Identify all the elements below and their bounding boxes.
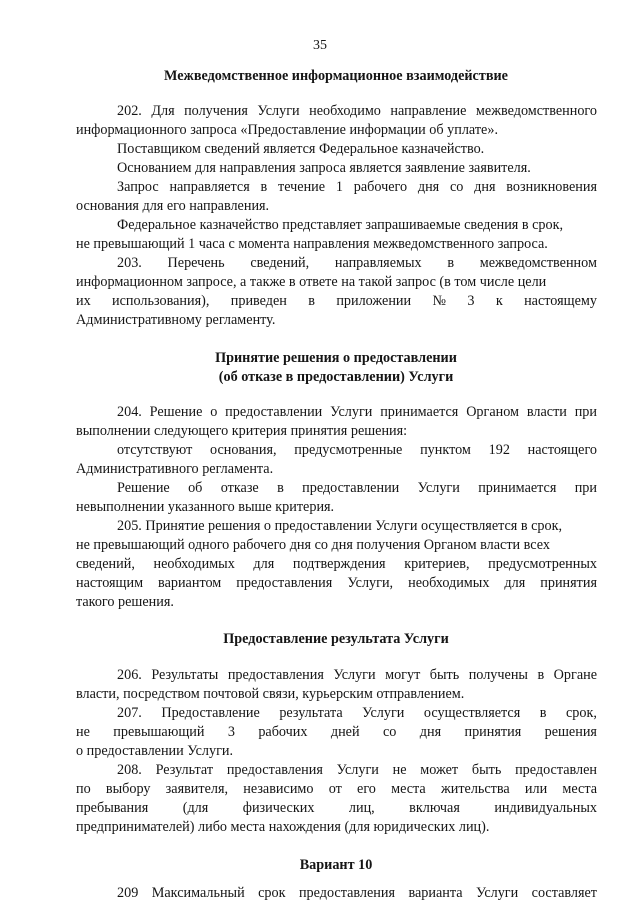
text-line-justified: пребывания (для физических лиц, включая индивидуальных bbox=[76, 800, 597, 816]
section-heading-decision-sub: (об отказе в предоставлении) Услуги bbox=[218, 369, 454, 385]
text-line: 209 Максимальный срок предоставления варианта Услуги составляет bbox=[117, 885, 597, 901]
text-line: власти, посредством почтовой связи, курьерским отправлением. bbox=[76, 686, 465, 702]
text-line: настоящим вариантом предоставления Услуги, необходимых для принятия bbox=[76, 575, 597, 591]
text-line-justified: 203. Перечень сведений, направляемых в межведомственном bbox=[117, 255, 597, 271]
text-line-justified: Решение об отказе в предоставлении Услуги принимается при bbox=[117, 480, 597, 496]
section-heading-decision: Принятие решения о предоставлении bbox=[215, 350, 457, 366]
text-line: Административного регламента. bbox=[76, 461, 274, 477]
text-line: такого решения. bbox=[76, 594, 174, 610]
text-line: Административному регламенту. bbox=[76, 312, 276, 328]
text-line: не превышающий одного рабочего дня со дня получения Органом власти всех bbox=[76, 537, 550, 553]
text-line: предпринимателей) либо места нахождения (для юридических лиц). bbox=[76, 819, 490, 835]
text-line: 205. Принятие решения о предоставлении Услуги осуществляется в срок, bbox=[117, 518, 563, 534]
section-heading-result: Предоставление результата Услуги bbox=[223, 631, 449, 647]
text-line: не превышающий 1 часа с момента направления межведомственного запроса. bbox=[76, 236, 548, 252]
text-line: о предоставлении Услуги. bbox=[76, 743, 234, 759]
text-line: основания для его направления. bbox=[76, 198, 270, 214]
text-line-justified: не превышающий 3 рабочих дней со дня принятия решения bbox=[76, 724, 597, 740]
text-line: 206. Результаты предоставления Услуги могут быть получены в Органе bbox=[117, 667, 597, 683]
section-heading-variant: Вариант 10 bbox=[299, 857, 373, 873]
text-line: невыполнении указанного выше критерия. bbox=[76, 499, 335, 515]
text-line: информационном запросе, а также в ответе на такой запрос (в том числе цели bbox=[76, 274, 547, 290]
text-line: 202. Для получения Услуги необходимо направление межведомственного bbox=[117, 103, 597, 119]
text-line: Федеральное казначейство представляет запрашиваемые сведения в срок, bbox=[117, 217, 564, 233]
text-line: сведений, необходимых для подтверждения критериев, предусмотренных bbox=[76, 556, 597, 572]
text-line-justified: их использования), приведен в приложении № 3 к настоящему bbox=[76, 293, 597, 309]
text-line: по выбору заявителя, независимо от его места жительства или места bbox=[76, 781, 597, 797]
text-line: выполнении следующего критерия принятия решения: bbox=[76, 423, 408, 439]
text-line-justified: 207. Предоставление результата Услуги осуществляется в срок, bbox=[117, 705, 597, 721]
text-line: информационного запроса «Предоставление информации об уплате». bbox=[76, 122, 498, 138]
text-line: 208. Результат предоставления Услуги не может быть предоставлен bbox=[117, 762, 597, 778]
text-line: Запрос направляется в течение 1 рабочего дня со дня возникновения bbox=[117, 179, 597, 195]
section-heading-interagency: Межведомственное информационное взаимодействие bbox=[164, 68, 508, 84]
text-line: Основанием для направления запроса является заявление заявителя. bbox=[117, 160, 531, 176]
text-line: 204. Решение о предоставлении Услуги принимается Органом власти при bbox=[117, 404, 597, 420]
text-line: Поставщиком сведений является Федеральное казначейство. bbox=[117, 141, 485, 157]
text-line: отсутствуют основания, предусмотренные пунктом 192 настоящего bbox=[117, 442, 597, 458]
page-number: 35 bbox=[313, 38, 327, 53]
